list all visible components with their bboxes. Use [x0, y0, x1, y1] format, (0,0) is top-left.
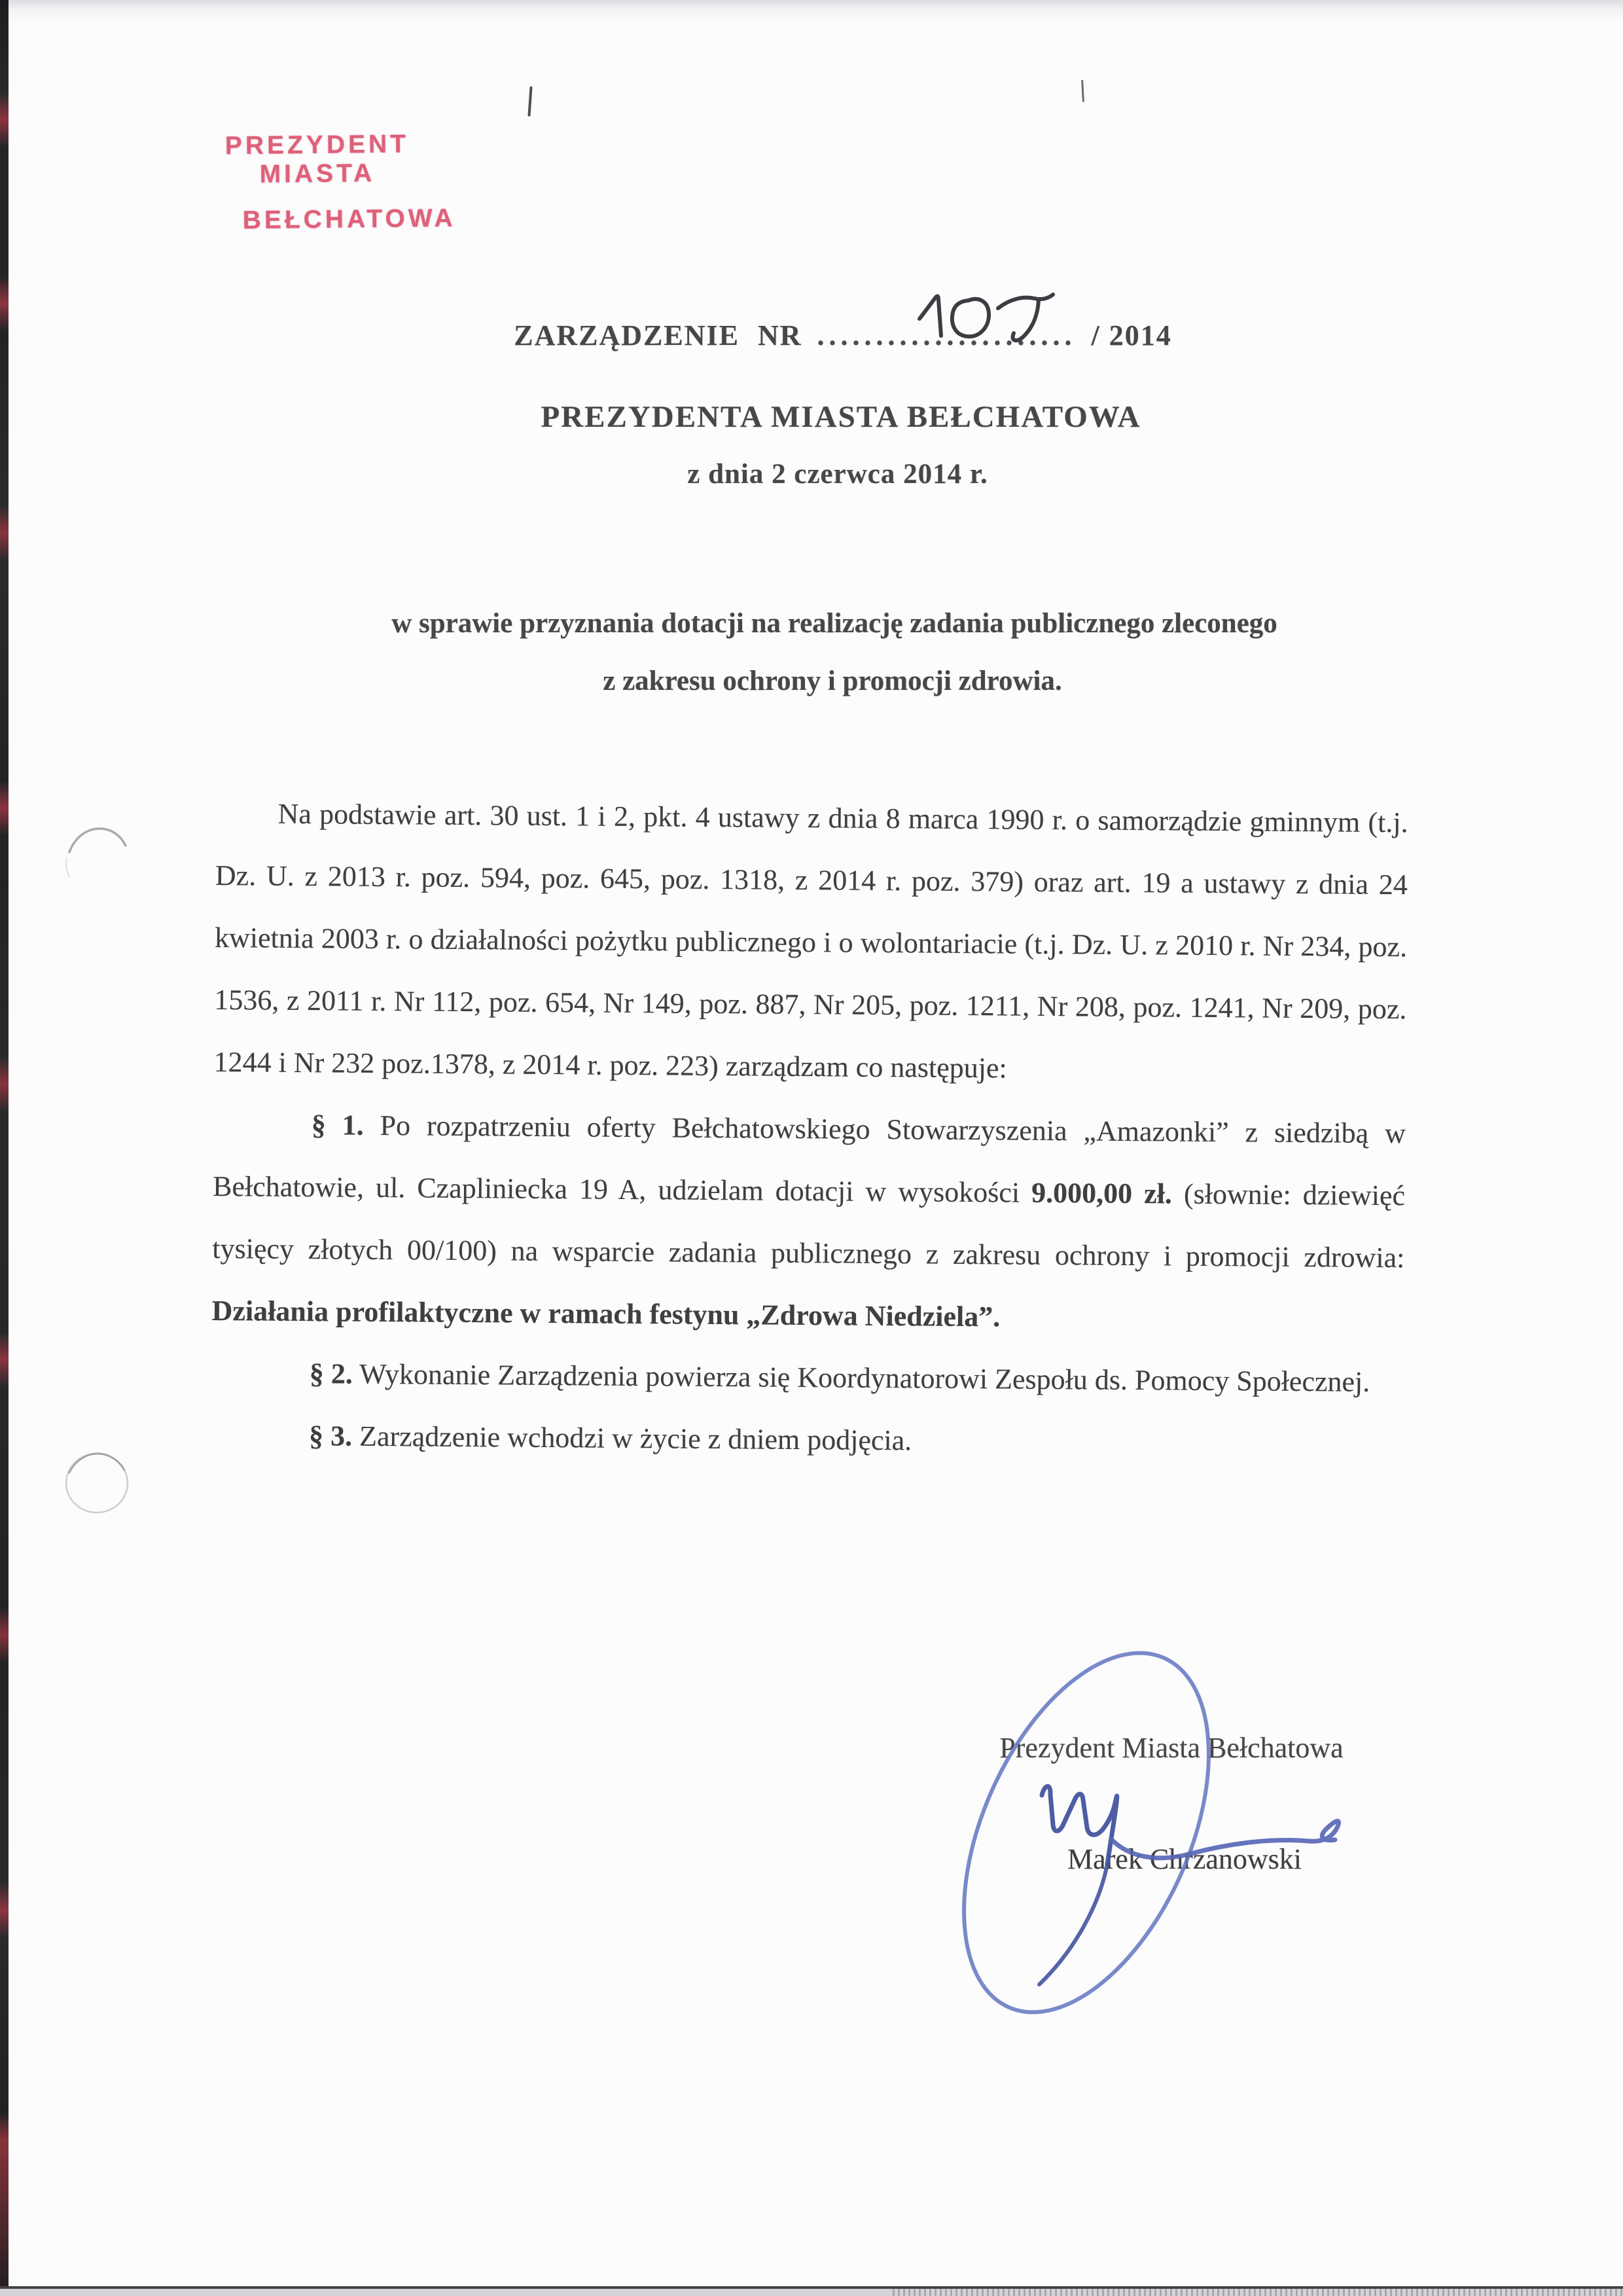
- paragraph-1-marker: § 1.: [311, 1109, 364, 1141]
- subject-line-2: z zakresu ochrony i promocji zdrowia.: [603, 666, 1062, 696]
- scan-top-shadow: [0, 0, 1623, 22]
- subject-line-1: w sprawie przyznania dotacji na realizację zadania publicznego zleconego: [391, 608, 1277, 639]
- legal-basis-paragraph: [213, 782, 1408, 1102]
- paragraph-3-text: Zarządzenie wchodzi w życie z dniem podjęcia.: [351, 1420, 912, 1457]
- scan-left-edge: [0, 0, 9, 2296]
- stamp-line: PREZYDENT MIASTA: [224, 130, 410, 188]
- official-stamp: [163, 130, 472, 236]
- signer-name: Marek Chrzanowski: [1067, 1843, 1302, 1875]
- paragraph-1: [211, 1093, 1406, 1351]
- handwritten-ordinance-number: [914, 289, 1069, 354]
- handwritten-signature: [903, 1623, 1400, 2055]
- ordinance-nr-label: NR: [757, 319, 802, 351]
- signer-title: Prezydent Miasta Bełchatowa: [999, 1732, 1344, 1764]
- scan-mark: [1081, 80, 1084, 102]
- paragraph-1-text: Po rozpatrzeniu oferty Bełchatowskiego Stowarzyszenia „Amazonki” z siedzibą w Bełchatowie, ul. Czapliniecka 19 A, udzielam dotacji w wysokości: [212, 1109, 1406, 1209]
- ordinance-number-field: [817, 319, 1077, 352]
- issuer-line: PREZYDENTA MIASTA BEŁCHATOWA: [541, 400, 1141, 434]
- legal-basis-text: Na podstawie art. 30 ust. 1 i 2, pkt. 4 ustawy z dnia 8 marca 1990 r. o samorządzie gminnym (t.j. Dz. U. z 2013 r. poz. 594, poz. 645, poz. 1318, z 2014 r. poz. 379) oraz art. 19 a ustawy z dnia 24 kwietnia 2003 r. o działalności pożytku publicznego i o wolontariacie (t.j. Dz. U. z 2010 r. Nr 234, poz. 1536, z 2011 r. Nr 112, poz. 654, Nr 149, poz. 887, Nr 205, poz. 1211, Nr 208, poz. 1241, Nr 209, poz. 1244 i Nr 232 poz.1378, z 2014 r. poz. 223) zarządzam co następuje:: [213, 797, 1408, 1085]
- paragraph-2: [211, 1342, 1404, 1413]
- ordinance-title-line: [31, 319, 1623, 352]
- ordinance-body: [211, 782, 1408, 1475]
- punch-hole-shadow: [58, 1445, 143, 1530]
- paragraph-1-text: (słownie: dziewięć tysięcy złotych 00/100) na wsparcie zadania publicznego z zakresu ochrony i promocji zdrowia:: [212, 1177, 1406, 1274]
- grant-amount: 9.000,00 zł.: [1031, 1176, 1173, 1210]
- stamp-line: BEŁCHATOWA: [242, 204, 456, 235]
- paragraph-2-marker: § 2.: [309, 1357, 353, 1390]
- scan-mark: [527, 86, 532, 117]
- ordinance-title: ZARZĄDZENIE: [514, 319, 740, 351]
- task-name: Działania profilaktyczne w ramach festynu „Zdrowa Niedziela”.: [211, 1294, 1001, 1333]
- paragraph-3: [211, 1404, 1404, 1475]
- ordinance-year: / 2014: [1091, 319, 1172, 351]
- scan-bottom-stripes: [893, 2286, 1623, 2296]
- date-line: z dnia 2 czerwca 2014 r.: [687, 459, 988, 490]
- dotted-line: ......................: [817, 319, 1077, 351]
- paragraph-2-text: Wykonanie Zarządzenia powierza się Koordynatorowi Zespołu ds. Pomocy Społecznej.: [352, 1357, 1370, 1398]
- paragraph-3-marker: § 3.: [308, 1420, 353, 1452]
- punch-hole-shadow: [58, 818, 143, 903]
